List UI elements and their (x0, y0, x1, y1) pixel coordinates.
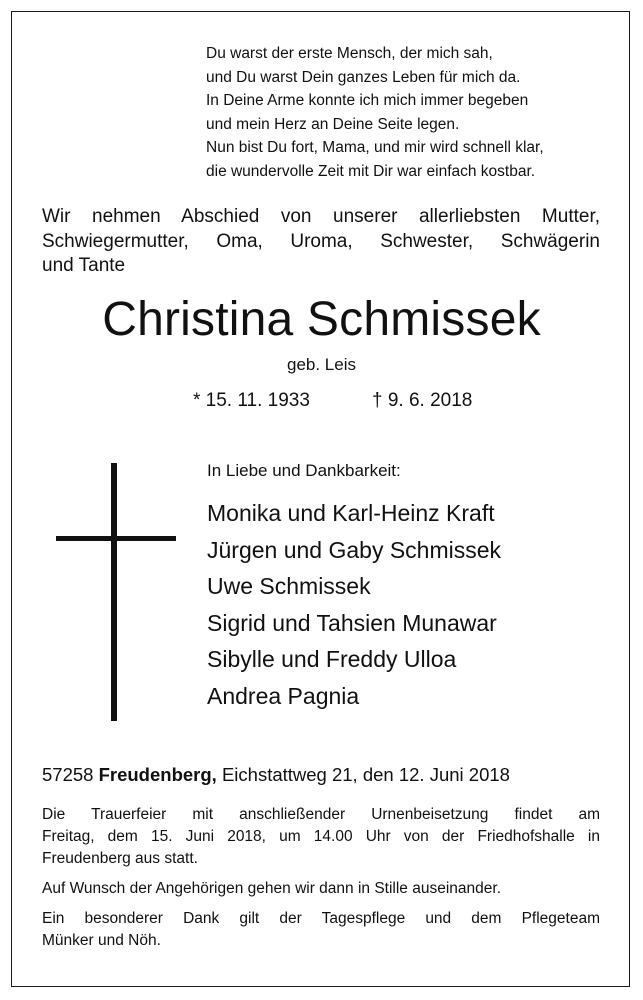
poem-line: Du warst der erste Mensch, der mich sah, (206, 45, 493, 62)
death-date: † 9. 6. 2018 (372, 390, 473, 411)
address-rest: Eichstattweg 21, den 12. Juni 2018 (221, 764, 510, 785)
poem-line: In Deine Arme konnte ich mich immer begeben (206, 92, 529, 109)
cross-vertical-bar (111, 463, 117, 721)
mourner-name: Sibylle und Freddy Ulloa (207, 646, 457, 672)
poem-line: Nun bist Du fort, Mama, und mir wird schnell klar, (206, 139, 544, 156)
funeral-note-line: Freitag, dem 15. Juni 2018, um 14.00 Uhr von der Friedhofshalle in (42, 828, 600, 845)
birth-date: * 15. 11. 1933 (193, 390, 310, 411)
deceased-name: Christina Schmissek (102, 293, 541, 346)
funeral-note-line: Die Trauerfeier mit anschließender Urnenbeisetzung findet am (42, 806, 600, 823)
farewell-intro (42, 205, 600, 279)
poem-line: die wundervolle Zeit mit Dir war einfach kostbar. (206, 162, 536, 180)
poem-line: und Du warst Dein ganzes Leben für mich da. (206, 68, 521, 86)
city: Freudenberg, (98, 764, 217, 785)
intro-line: Wir nehmen Abschied von unserer allerliebsten Mutter, (42, 206, 600, 227)
mourner-name: Sigrid und Tahsien Munawar (207, 609, 497, 636)
cross-horizontal-bar (56, 536, 176, 541)
thanks-note-line: Ein besonderer Dank gilt der Tagespflege und dem Pflegeteam (42, 910, 600, 927)
address-line (42, 762, 510, 788)
maiden-name: geb. Leis (287, 355, 356, 374)
thanks-note-line: Münker und Nöh. (42, 932, 161, 949)
mourner-name: Andrea Pagnia (207, 682, 360, 709)
poem (206, 42, 606, 183)
funeral-note-line: Freudenberg aus statt. (42, 850, 198, 867)
postcode: 57258 (42, 764, 94, 785)
mourner-name: Monika und Karl-Heinz Kraft (207, 500, 495, 526)
mourner-name: Jürgen und Gaby Schmissek (207, 536, 502, 563)
poem-line: und mein Herz an Deine Seite legen. (206, 115, 460, 133)
mourners-heading: In Liebe und Dankbarkeit: (207, 461, 401, 480)
wish-note: Auf Wunsch der Angehörigen gehen wir dann in Stille auseinander. (42, 880, 501, 897)
latin-cross-icon (56, 463, 176, 721)
mourners-list (207, 495, 501, 714)
mourner-name: Uwe Schmissek (207, 573, 371, 599)
notes (42, 804, 600, 952)
intro-line: und Tante (42, 255, 126, 276)
intro-line: Schwiegermutter, Oma, Uroma, Schwester, Schwägerin (42, 230, 600, 252)
